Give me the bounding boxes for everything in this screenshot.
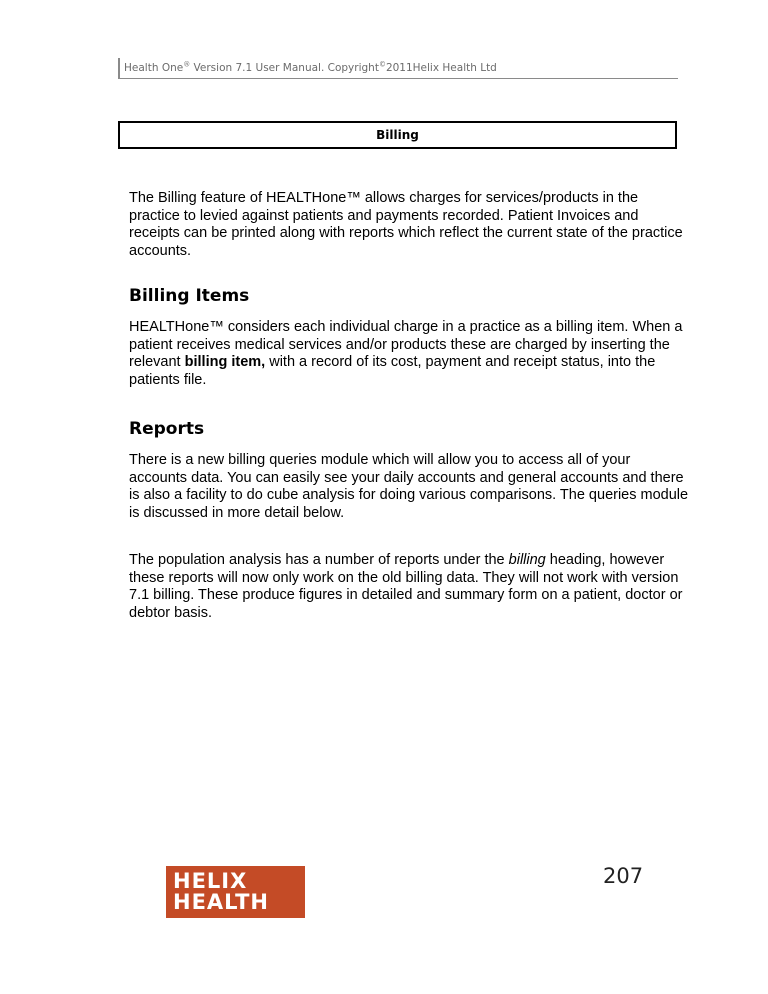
billing-items-text-after: with a record of its cost, payment and receipt status, into the patients file.: [129, 354, 656, 389]
reports-paragraph-2: [129, 552, 689, 623]
header-product: Health One: [124, 62, 184, 74]
billing-items-text-before: HEALTHone™ considers each individual charge in a practice as a billing item. When a patient receives medical services and/or products these are charged by inserting the relevant: [129, 319, 683, 371]
reports-heading: Reports: [129, 419, 205, 439]
page-number: 207: [603, 864, 644, 888]
billing-items-paragraph: [129, 319, 689, 390]
reports-p2-before: The population analysis has a number of reports under the: [129, 552, 509, 568]
intro-paragraph: The Billing feature of HEALTHone™ allows charges for services/products in the practice to levied against patients and payments recorded. Patient Invoices and receipts can be printed along with reports which reflect the current state of the practice accounts.: [129, 190, 683, 260]
billing-item-term: billing item,: [184, 354, 266, 371]
copyright-mark: ©: [378, 60, 386, 69]
registered-mark: ®: [183, 60, 191, 69]
reports-paragraph-1: There is a new billing queries module which will allow you to access all of your accounts data. You can easily see your daily accounts and general accounts and there is also a facility to do cube analysis for doing various comparisons. The queries module is discussed in more detail below.: [129, 452, 689, 522]
logo-line-2: HEALTH: [173, 890, 269, 914]
header-rule: [118, 78, 678, 79]
billing-heading-term: billing: [508, 552, 546, 568]
reports-p2-after: heading, however these reports will now only work on the old billing data. They will not work with version 7.1 billing. These produce figures in detailed and summary form on a patient, doctor or debtor basis.: [129, 552, 683, 622]
helix-health-logo: [166, 866, 305, 918]
billing-items-heading: Billing Items: [129, 286, 250, 306]
running-header: [118, 58, 497, 78]
header-copyright-holder: 2011Helix Health Ltd: [385, 62, 497, 74]
header-version: Version 7.1 User Manual. Copyright: [190, 62, 379, 74]
logo-line-1: HELIX: [173, 869, 248, 893]
section-title: Billing: [118, 121, 677, 149]
